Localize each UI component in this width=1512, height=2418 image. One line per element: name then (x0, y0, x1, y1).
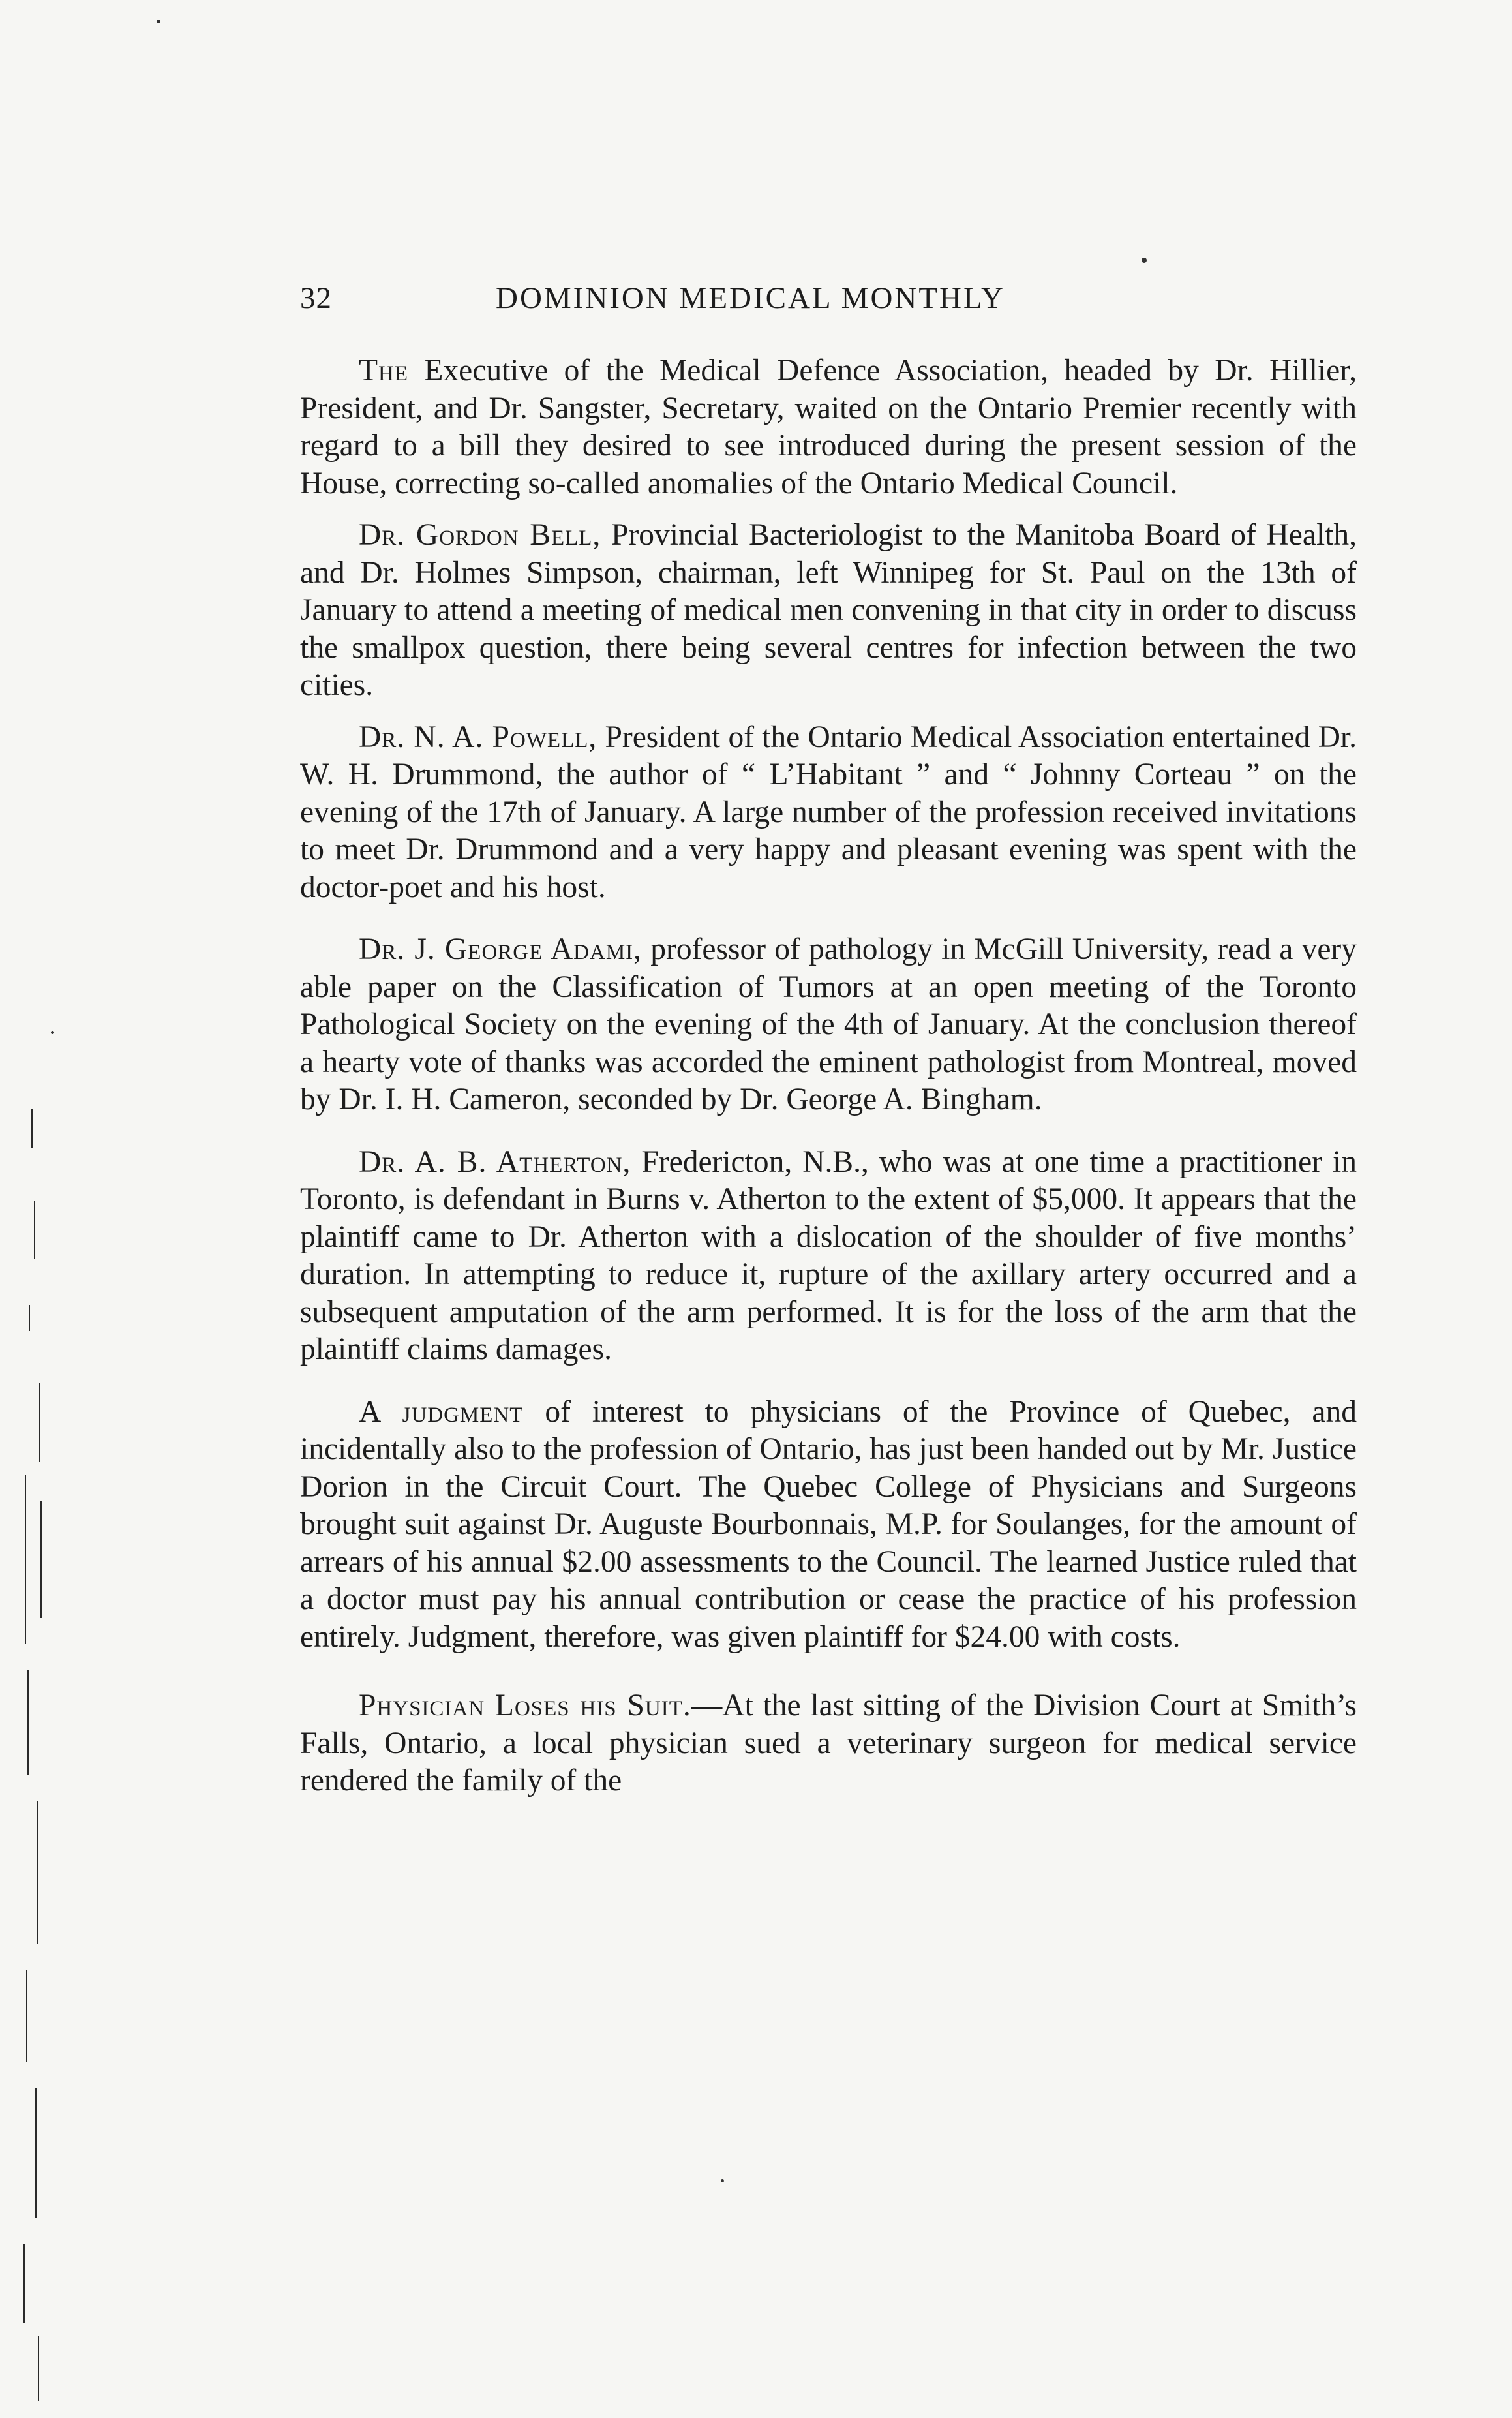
paragraph-medical-defence (300, 352, 1357, 502)
paragraph-adami (300, 931, 1357, 1119)
article-column (300, 352, 1357, 1800)
paragraph-lead: The (359, 354, 409, 388)
paragraph-physician-suit (300, 1687, 1357, 1800)
paragraph-body: Provincial Bacteriologist to the Manitoba Board of Health, and Dr. Holmes Simpson, chairman, left Winnipeg for St. Paul on the 13th of January to attend a meeting of medical men convening in that city in order to discuss the smallpox question, there being several centres for infection between the two cities. (300, 518, 1357, 702)
paragraph-powell (300, 719, 1357, 907)
scan-edge-marks (0, 1109, 72, 2408)
journal-title: DOMINION MEDICAL MONTHLY (496, 281, 1005, 315)
scan-speck (157, 20, 160, 23)
paragraph-body: Fredericton, N.B., who was at one time a practitioner in Toronto, is defendant in Burns v. Atherton to the extent of $5,000. It appears that the plaintiff came to Dr. Atherton with a dislocation of the shoulder of five months’ duration. In attempting to reduce it, rupture of the axillary artery occurred and a subsequent amputation of the arm performed. It is for the loss of the arm that the plaintiff claims damages. (300, 1144, 1357, 1366)
paragraph-body: President of the Ontario Medical Association entertained Dr. W. H. Drummond, the author of “ L’Habitant ” and “ Johnny Corteau ” on the evening of the 17th of January. A large number of the profession received invitations to meet Dr. Drummond and a very happy and pleasant evening was spent with the doctor-poet and his host. (300, 720, 1357, 904)
scan-speck (51, 1031, 54, 1034)
paragraph-lead: A judgment (359, 1394, 524, 1429)
paragraph-lead: Dr. N. A. Powell, (359, 720, 597, 754)
paragraph-body: —At the last sitting of the Division Court at Smith’s Falls, Ontario, a local physician sued a veterinary surgeon for medical service rendered the family of the (300, 1689, 1357, 1798)
scan-speck (721, 2179, 724, 2182)
paragraph-lead: Dr. J. George Adami, (359, 932, 643, 966)
scan-speck (1142, 258, 1147, 263)
paragraph-gordon-bell (300, 517, 1357, 705)
running-head (300, 281, 1357, 326)
page-number: 32 (300, 281, 332, 315)
paragraph-atherton (300, 1144, 1357, 1369)
paragraph-lead: Dr. A. B. Atherton, (359, 1144, 631, 1179)
paragraph-lead: Dr. Gordon Bell, (359, 518, 601, 552)
paragraph-judgment (300, 1394, 1357, 1657)
paragraph-body: Executive of the Medical Defence Association, headed by Dr. Hillier, President, and Dr. Sangster, Secretary, waited on the Ontario Premier recently with regard to a bill they desired to see introduced during the present session of the House, correcting so-called anomalies of the Ontario Medical Council. (300, 354, 1357, 500)
paragraph-body: of interest to physicians of the Province of Quebec, and incidentally also to the profession of Ontario, has just been handed out by Mr. Justice Dorion in the Circuit Court. The Quebec College of Physicians and Surgeons brought suit against Dr. Auguste Bourbonnais, M.P. for Soulanges, for the amount of arrears of his annual $2.00 assessments to the Council. The learned Justice ruled that a doctor must pay his annual contribution or cease the practice of his profession entirely. Judgment, therefore, was given plaintiff for $24.00 with costs. (300, 1394, 1357, 1654)
paragraph-lead: Physician Loses his Suit. (359, 1689, 691, 1722)
paragraph-body: professor of pathology in McGill University, read a very able paper on the Classification of Tumors at an open meeting of the Toronto Pathological Society on the evening of the 4th of January. At the conclusion thereof a hearty vote of thanks was accorded the eminent pathologist from Montreal, moved by Dr. I. H. Cameron, seconded by Dr. George A. Bingham. (300, 932, 1357, 1116)
